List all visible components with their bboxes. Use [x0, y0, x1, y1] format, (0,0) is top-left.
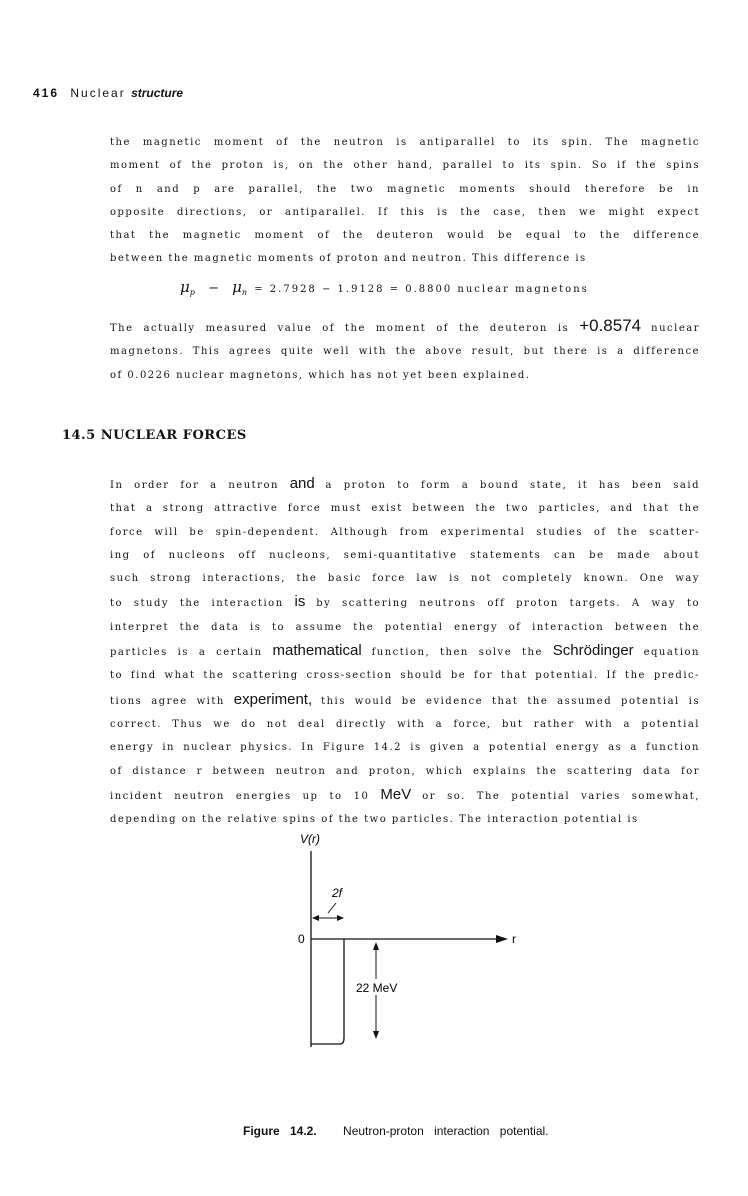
- text-line: [110, 688, 700, 713]
- caption-number: Figure 14.2.: [243, 1124, 317, 1138]
- origin-label: 0: [298, 932, 305, 946]
- depth-label: 22 MeV: [356, 981, 398, 995]
- potential-figure: [270, 825, 530, 1115]
- width-arrowhead-left: [312, 915, 319, 921]
- y-axis-label: V(r): [300, 832, 320, 846]
- text-segment: nuclear: [651, 323, 700, 334]
- text-line: [110, 783, 700, 808]
- text-line: energy in nuclear physics. In Figure 14.2 is given a potential energy as a function: [110, 742, 700, 754]
- chapter-word: Nuclear: [70, 86, 126, 100]
- text-segment: equation: [643, 647, 700, 659]
- text-line: [110, 314, 700, 340]
- text-segment: The actually measured value of the moment of the deuteron is: [110, 323, 570, 334]
- paragraph-2: [110, 314, 700, 387]
- running-head: [33, 86, 183, 100]
- text-line: [110, 590, 700, 615]
- text-segment: particles is a certain: [110, 647, 263, 659]
- text-segment: is: [294, 593, 306, 611]
- text-segment: and: [289, 475, 315, 492]
- text-line: [110, 639, 700, 664]
- x-axis-arrowhead: [496, 935, 508, 943]
- text-segment: by scattering neutrons off proton targets. A way to: [316, 598, 700, 610]
- text-line: [110, 472, 700, 497]
- text-segment: incident neutron energies up to 10: [110, 790, 370, 802]
- chapter-word-italic: structure: [131, 86, 184, 100]
- magnetic-moment-equation: [180, 278, 589, 297]
- figure-caption: [243, 1124, 549, 1138]
- section-title: NUCLEAR FORCES: [100, 428, 247, 443]
- depth-arrowhead-bottom: [373, 1031, 379, 1039]
- text-segment: experiment,: [233, 690, 313, 708]
- caption-text: Neutron-proton interaction potential.: [343, 1124, 549, 1138]
- x-axis-label: r: [512, 932, 516, 946]
- text-line: such strong interactions, the basic force law is not completely known. One way: [110, 573, 700, 585]
- text-line: magnetons. This agrees quite well with the above result, but there is a difference: [110, 346, 700, 358]
- depth-arrowhead-top: [373, 942, 379, 950]
- text-line: depending on the relative spins of the two particles. The interaction potential is: [110, 814, 639, 826]
- section-heading: [62, 428, 247, 443]
- text-segment: function, then solve the: [371, 647, 543, 659]
- text-segment: tions agree with: [110, 695, 225, 707]
- section-number: 14.5: [62, 428, 96, 443]
- paragraph-1: [110, 131, 700, 271]
- width-pointer: [328, 903, 336, 913]
- text-segment: or so. The potential varies somewhat,: [422, 790, 700, 802]
- text-line: the magnetic moment of the neutron is antiparallel to its spin. The magnetic: [110, 137, 700, 148]
- mu-p-symbol: μ: [180, 278, 190, 296]
- text-line: force will be spin-dependent. Although from experimental studies of the scatter-: [110, 526, 700, 538]
- text-segment: mathematical: [272, 642, 362, 660]
- text-line: between the magnetic moments of proton and neutron. This difference is: [110, 253, 587, 265]
- text-segment: MeV: [380, 785, 412, 803]
- text-segment: In order for a neutron: [110, 480, 279, 491]
- width-label: 2f: [332, 886, 343, 900]
- text-line: opposite directions, or antiparallel. If this is the case, then we might expect: [110, 206, 700, 218]
- subscript-p: p: [189, 288, 197, 297]
- text-segment: Schrödinger: [552, 642, 634, 660]
- equation-rest: = 2.7928 − 1.9128 = 0.8800 nuclear magnetons: [254, 284, 589, 295]
- text-line: of n and p are parallel, the two magnetic moments should therefore be in: [110, 183, 700, 195]
- potential-well-curve: [311, 939, 344, 1044]
- text-segment: this would be evidence that the assumed potential is: [321, 695, 700, 707]
- text-line: moment of the proton is, on the other hand, parallel to its spin. So if the spins: [110, 160, 700, 172]
- page-number: 416: [33, 86, 60, 100]
- mu-n-symbol: μ: [232, 278, 242, 296]
- text-line: that a strong attractive force must exist between the two particles, and that the: [110, 503, 700, 515]
- text-line: ing of nucleons off nucleons, semi-quantitative statements can be made about: [110, 549, 700, 561]
- text-line: to find what the scattering cross-section should be for that potential. If the predic-: [110, 670, 700, 682]
- text-line: of distance r between neutron and proton, which explains the scattering data for: [110, 765, 700, 777]
- measured-value: +0.8574: [579, 316, 642, 335]
- paragraph-3: [110, 472, 700, 831]
- width-arrowhead-right: [337, 915, 344, 921]
- subscript-n: n: [241, 288, 250, 297]
- text-line: of 0.0226 nuclear magnetons, which has not yet been explained.: [110, 369, 531, 381]
- minus-sign: −: [208, 281, 221, 296]
- text-line: correct. Thus we do not deal directly with a force, but rather with a potential: [110, 718, 700, 730]
- text-line: that the magnetic moment of the deuteron would be equal to the difference: [110, 230, 700, 242]
- text-segment: to study the interaction: [110, 598, 284, 610]
- text-line: interpret the data is to assume the potential energy of interaction between the: [110, 621, 700, 633]
- text-segment: a proton to form a bound state, it has been said: [325, 480, 700, 491]
